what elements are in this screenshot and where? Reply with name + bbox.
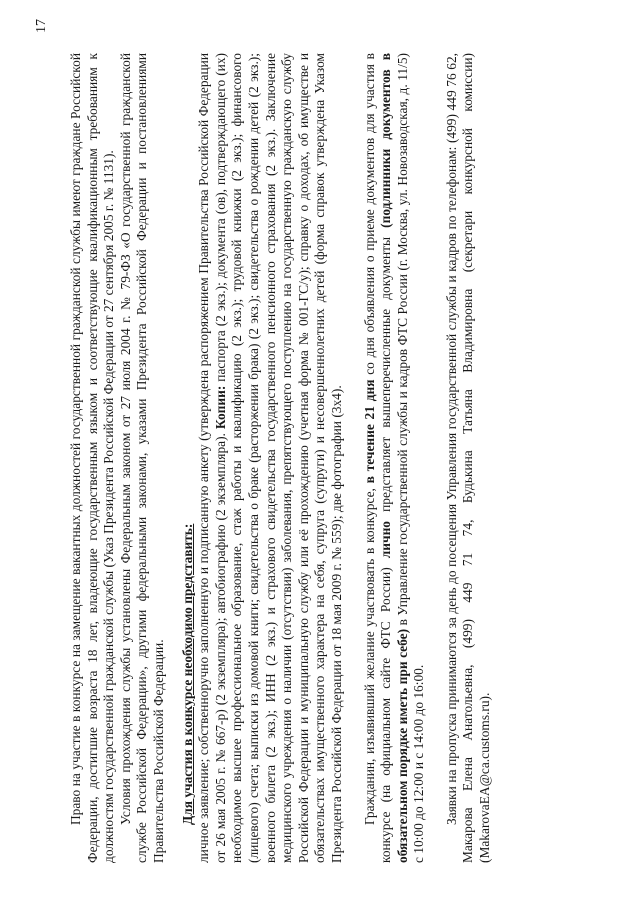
- submission-text-1: Гражданин, изъявивший желание участвовать в конкурсе,: [361, 482, 377, 825]
- required-documents-heading: Для участия в конкурсе необходимо представить:: [179, 523, 195, 825]
- spacer: [428, 53, 444, 863]
- documents-text-1: личное заявление; собственноручно заполненную и подписанную анкету (утверждена распоряжением Правительства Российской Федерации от 26 мая 2005 г. № 667-р) (2 экземпляра); автобиографию (2 экземпляра).: [196, 52, 228, 863]
- spacer: [346, 53, 362, 863]
- submission-text-3: представляет вышеперечисленные документы: [378, 227, 394, 521]
- submission-paragraph: [362, 53, 428, 863]
- in-person-bold: лично: [378, 520, 394, 558]
- submission-text-4: в Управление государственной службы и кадров ФТС России (г. Москва, ул. Новозаводская, д. 11/5) с 10:00 до 12:00 и с 14:00 до 16:00.: [394, 52, 427, 863]
- document-body: [68, 53, 494, 863]
- copies-label: Копии:: [212, 385, 228, 429]
- submission-text-2: со дня объявления о приеме документов для участия в конкурсе (на официальном сайте ФТС России): [361, 52, 394, 863]
- service-conditions-paragraph: Условия прохождения службы установлены Федеральным законом от 27 июля 2004 г. № 79-ФЗ «О государственной гражданской службе Российской Федерации», другими федеральными законами, указами Президента Российской Федерации и постановлениями Правительства Российской Федерации.: [117, 52, 166, 863]
- originals-bold: (подлинники документов в обязательном порядке иметь при себе): [378, 52, 410, 863]
- contacts-paragraph: Заявки на пропуска принимаются за день до посещения Управления государственной службы и кадров по телефонам: (499) 449 76 62, Макарова Елена Анатольевна, (499) 449 71 74, Будькина Татьяна Владимировна (секретари конкурсной комиссии) (MakarovaEA@ca.customs.ru).: [443, 52, 493, 863]
- deadline-bold: в течение 21 дня: [361, 379, 377, 483]
- page-number: 17: [34, 18, 49, 33]
- rotated-document-page: [10, 13, 630, 893]
- eligibility-paragraph: Право на участие в конкурсе на замещение вакантных должностей государственной гражданской службы имеют граждане Российской Федерации, достигшие возраста 18 лет, владеющие государственным языком и соответствующие квалификационным требованиям к должностям государственной гражданской службы (Указ Президента Российской Федерации от 27 сентября 2005 г. № 1131).: [68, 52, 117, 863]
- required-documents-paragraph: [196, 53, 345, 863]
- documents-text-2: паспорта (2 экз.); документа (ов), подтверждающего (их) необходимое высшее профессиональное образование, стаж работы и квалификацию (2 экз.); трудовой книжки (2 экз.); финансового (лицевого) счета; выписки из домовой книги; свидетельства о браке (расторжении брака) (2 экз.); свидетельства о рождении детей (2 экз.); военного билета (2 экз.); ИНН (2 экз.) и страхового свидетельства государственного пенсионного страхования (2 экз.). Заключение медицинского учреждения о наличии (отсутствии) заболевания, препятствующего поступлению на государственную гражданскую службу Российской Федерации и муниципальную службу или её прохождению (учетная форма № 001-ГС/у); справку о доходах, об имуществе и обязательствах имущественного характера на себя, супруга (супруги) и несовершеннолетних детей (форма справок утверждена Указом Президента Российской Федерации от 18 мая 2009 г. № 559); две фотографии (3х4).: [212, 52, 344, 863]
